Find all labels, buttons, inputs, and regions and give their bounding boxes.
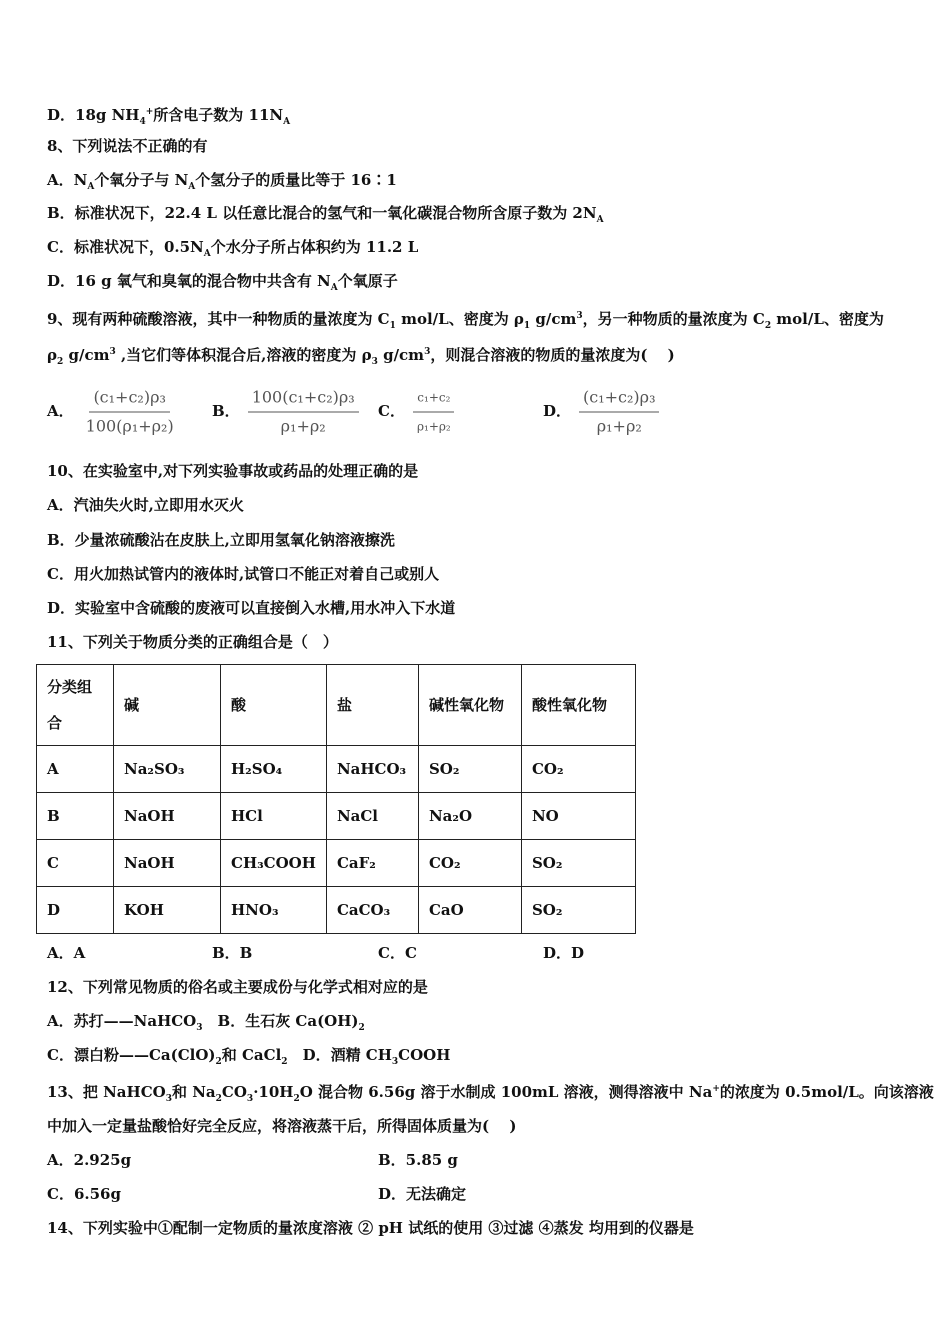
table-cell: CH₃COOH bbox=[221, 840, 327, 887]
table-cell: SO₂ bbox=[521, 887, 635, 934]
table-cell: NaHCO₃ bbox=[326, 746, 418, 793]
text-segment: 2 bbox=[281, 1057, 288, 1067]
answer-option: B．B bbox=[212, 944, 253, 962]
table-cell: D bbox=[37, 887, 114, 934]
text-segment: A bbox=[330, 283, 338, 293]
text-segment: 2 bbox=[293, 1094, 300, 1104]
text-line bbox=[47, 170, 397, 197]
text-segment: A．N bbox=[47, 171, 88, 189]
text-segment: A bbox=[188, 182, 196, 192]
text-line bbox=[47, 1079, 934, 1109]
answer-option bbox=[212, 388, 359, 437]
text-line bbox=[47, 136, 207, 156]
answer-option bbox=[378, 388, 455, 437]
answer-option: A．A bbox=[47, 944, 86, 962]
text-line bbox=[47, 203, 604, 230]
answer-option: D．D bbox=[543, 944, 585, 962]
table-cell: HCl bbox=[221, 793, 327, 840]
table-cell: NO bbox=[521, 793, 635, 840]
text-line bbox=[47, 461, 418, 481]
text-segment: B．生石灰 Ca(OH) bbox=[202, 1012, 359, 1030]
table-row bbox=[37, 746, 636, 793]
text-segment: 3 bbox=[246, 1094, 254, 1104]
text-segment: C．漂白粉——Ca(ClO) bbox=[47, 1046, 216, 1064]
table-cell: CaCO₃ bbox=[326, 887, 418, 934]
text-segment: 和 CaCl bbox=[221, 1046, 282, 1064]
table-cell: SO₂ bbox=[521, 840, 635, 887]
table-row bbox=[37, 793, 636, 840]
fraction bbox=[579, 388, 659, 437]
text-segment: 个水分子所占体积约为 11.2 L bbox=[210, 238, 419, 256]
text-segment: O 混合物 6.56g 溶于水制成 100mL 溶液，测得溶液中 Na bbox=[299, 1083, 713, 1101]
text-line bbox=[47, 306, 884, 336]
table-cell: CO₂ bbox=[418, 840, 521, 887]
text-segment: 3 bbox=[391, 1057, 399, 1067]
text-segment: 中加入一定量盐酸恰好完全反应，将溶液蒸干后，所得固体质量为( ) bbox=[47, 1117, 517, 1135]
text-line bbox=[47, 564, 439, 584]
table-header-cell: 碱 bbox=[114, 665, 221, 746]
option-label: C． bbox=[378, 402, 405, 420]
text-segment: 1 bbox=[523, 321, 531, 331]
fraction-numerator: c₁+c₂ bbox=[413, 388, 454, 413]
text-segment: B．标准状况下，22.4 L 以任意比混合的氢气和一氧化碳混合物所含原子数为 2N bbox=[47, 204, 597, 222]
table-cell: NaOH bbox=[114, 840, 221, 887]
text-line bbox=[47, 1045, 450, 1072]
text-line bbox=[47, 342, 675, 372]
text-segment: 3 bbox=[196, 1023, 203, 1033]
table-cell: CO₂ bbox=[521, 746, 635, 793]
text-segment: + bbox=[712, 1084, 720, 1094]
table-header-cell: 盐 bbox=[326, 665, 418, 746]
text-line bbox=[47, 495, 244, 515]
fraction bbox=[248, 388, 359, 437]
text-segment: g/cm bbox=[377, 346, 425, 364]
text-segment: 8、下列说法不正确的有 bbox=[47, 137, 208, 155]
answer-option: C．C bbox=[378, 944, 417, 962]
text-segment: 4 bbox=[139, 117, 146, 127]
text-segment: 和 Na bbox=[171, 1083, 216, 1101]
text-segment: 11、下列关于物质分类的正确组合是（ ） bbox=[47, 633, 338, 651]
table-cell: HNO₃ bbox=[221, 887, 327, 934]
text-line bbox=[47, 598, 455, 618]
text-line bbox=[47, 1218, 694, 1238]
text-segment: A．苏打——NaHCO bbox=[47, 1012, 197, 1030]
text-segment: 1 bbox=[389, 321, 396, 331]
table-cell: A bbox=[37, 746, 114, 793]
table-cell: Na₂SO₃ bbox=[114, 746, 221, 793]
text-segment: 所含电子数为 11N bbox=[153, 106, 284, 124]
table-cell: H₂SO₄ bbox=[221, 746, 327, 793]
answer-option bbox=[543, 388, 659, 437]
text-segment: 的浓度为 0.5mol/L。向该溶液 bbox=[719, 1083, 934, 1101]
text-segment: D．实验室中含硫酸的废液可以直接倒入水槽,用水冲入下水道 bbox=[47, 599, 456, 617]
text-line bbox=[47, 1011, 365, 1038]
fraction bbox=[82, 388, 178, 437]
text-segment: mol/L、密度为 ρ bbox=[395, 310, 524, 328]
fraction-denominator: ρ₁+ρ₂ bbox=[416, 419, 451, 434]
table-cell: B bbox=[37, 793, 114, 840]
text-segment: 2 bbox=[56, 357, 64, 367]
answer-option: B．5.85 g bbox=[378, 1151, 458, 1169]
text-segment: mol/L、密度为 bbox=[771, 310, 884, 328]
text-segment: g/cm bbox=[63, 346, 110, 364]
text-segment: D．酒精 CH bbox=[287, 1046, 392, 1064]
answer-option: C．6.56g bbox=[47, 1185, 121, 1203]
table-header-cell: 碱性氧化物 bbox=[418, 665, 521, 746]
answer-option: D．无法确定 bbox=[378, 1185, 467, 1203]
text-segment: 2 bbox=[215, 1057, 222, 1067]
text-segment: ρ bbox=[47, 346, 57, 364]
table-cell: NaOH bbox=[114, 793, 221, 840]
text-segment: 3 bbox=[371, 357, 378, 367]
text-segment: 3 bbox=[109, 347, 116, 357]
option-label: D． bbox=[543, 402, 572, 420]
text-line bbox=[47, 237, 418, 264]
fraction-numerator: (c₁+c₂)ρ₃ bbox=[89, 388, 169, 413]
text-segment: A bbox=[283, 117, 291, 127]
classification-table bbox=[36, 664, 636, 934]
text-segment: g/cm bbox=[530, 310, 577, 328]
text-segment: A．汽油失火时,立即用水灭火 bbox=[47, 496, 244, 514]
text-segment: 12、下列常见物质的俗名或主要成份与化学式相对应的是 bbox=[47, 978, 428, 996]
table-cell: SO₂ bbox=[418, 746, 521, 793]
text-line bbox=[47, 1116, 516, 1136]
text-segment: D．18g NH bbox=[47, 106, 140, 124]
text-segment: ,当它们等体积混合后,溶液的密度为 ρ bbox=[115, 346, 372, 364]
fraction-denominator: ρ₁+ρ₂ bbox=[280, 416, 326, 436]
answer-option bbox=[47, 388, 178, 437]
table-header-row bbox=[37, 665, 636, 746]
text-segment: 2 bbox=[358, 1023, 365, 1033]
fraction-numerator: (c₁+c₂)ρ₃ bbox=[579, 388, 659, 413]
text-segment: COOH bbox=[398, 1046, 451, 1064]
text-segment: A bbox=[203, 249, 211, 259]
text-segment: 10、在实验室中,对下列实验事故或药品的处理正确的是 bbox=[47, 462, 419, 480]
table-cell: C bbox=[37, 840, 114, 887]
text-segment: A bbox=[87, 182, 95, 192]
table-cell: NaCl bbox=[326, 793, 418, 840]
option-label: A． bbox=[47, 402, 74, 420]
fraction-numerator: 100(c₁+c₂)ρ₃ bbox=[248, 388, 359, 413]
fraction-denominator: ρ₁+ρ₂ bbox=[596, 416, 642, 436]
text-segment: C．标准状况下，0.5N bbox=[47, 238, 204, 256]
text-line bbox=[47, 530, 395, 550]
text-segment: 13、把 NaHCO bbox=[47, 1083, 166, 1101]
table-row bbox=[37, 887, 636, 934]
text-segment: D．16 g 氧气和臭氧的混合物中共含有 N bbox=[47, 272, 331, 290]
text-line bbox=[47, 271, 398, 298]
text-segment: + bbox=[145, 107, 154, 117]
fraction bbox=[413, 388, 455, 437]
text-segment: B．少量浓硫酸沾在皮肤上,立即用氢氧化钠溶液擦洗 bbox=[47, 531, 395, 549]
table-header-cell: 酸性氧化物 bbox=[521, 665, 635, 746]
table-cell: CaF₂ bbox=[326, 840, 418, 887]
text-segment: A bbox=[596, 215, 604, 225]
table-header-cell: 酸 bbox=[221, 665, 327, 746]
text-segment: 个氧原子 bbox=[337, 272, 398, 290]
text-segment: 9、现有两种硫酸溶液，其中一种物质的量浓度为 C bbox=[47, 310, 390, 328]
text-segment: ，另一种物质的量浓度为 C bbox=[582, 310, 765, 328]
text-line bbox=[47, 977, 428, 997]
text-segment: 个氧分子与 N bbox=[94, 171, 189, 189]
text-segment: 3 bbox=[576, 311, 583, 321]
text-segment: 3 bbox=[165, 1094, 172, 1104]
text-line bbox=[47, 102, 290, 132]
text-segment: 3 bbox=[424, 347, 431, 357]
text-segment: 2 bbox=[764, 321, 772, 331]
table-row bbox=[37, 840, 636, 887]
text-segment: 个氢分子的质量比等于 16∶1 bbox=[195, 171, 397, 189]
table-cell: Na₂O bbox=[418, 793, 521, 840]
text-segment: ，则混合溶液的物质的量浓度为( ) bbox=[430, 346, 675, 364]
text-segment: C．用火加热试管内的液体时,试管口不能正对着自己或别人 bbox=[47, 565, 440, 583]
text-segment: 14、下列实验中①配制一定物质的量浓度溶液 ② pH 试纸的使用 ③过滤 ④蒸发 均用到的仪器是 bbox=[47, 1219, 694, 1237]
table-cell: KOH bbox=[114, 887, 221, 934]
answer-option: A．2.925g bbox=[47, 1151, 132, 1169]
text-segment: CO bbox=[221, 1083, 247, 1101]
table-cell: CaO bbox=[418, 887, 521, 934]
fraction-denominator: 100(ρ₁+ρ₂) bbox=[85, 416, 174, 436]
table-header-cell: 分类组合 bbox=[37, 665, 114, 746]
option-label: B． bbox=[212, 402, 240, 420]
text-segment: 2 bbox=[215, 1094, 222, 1104]
text-segment: ·10H bbox=[253, 1083, 294, 1101]
text-line bbox=[47, 632, 338, 652]
